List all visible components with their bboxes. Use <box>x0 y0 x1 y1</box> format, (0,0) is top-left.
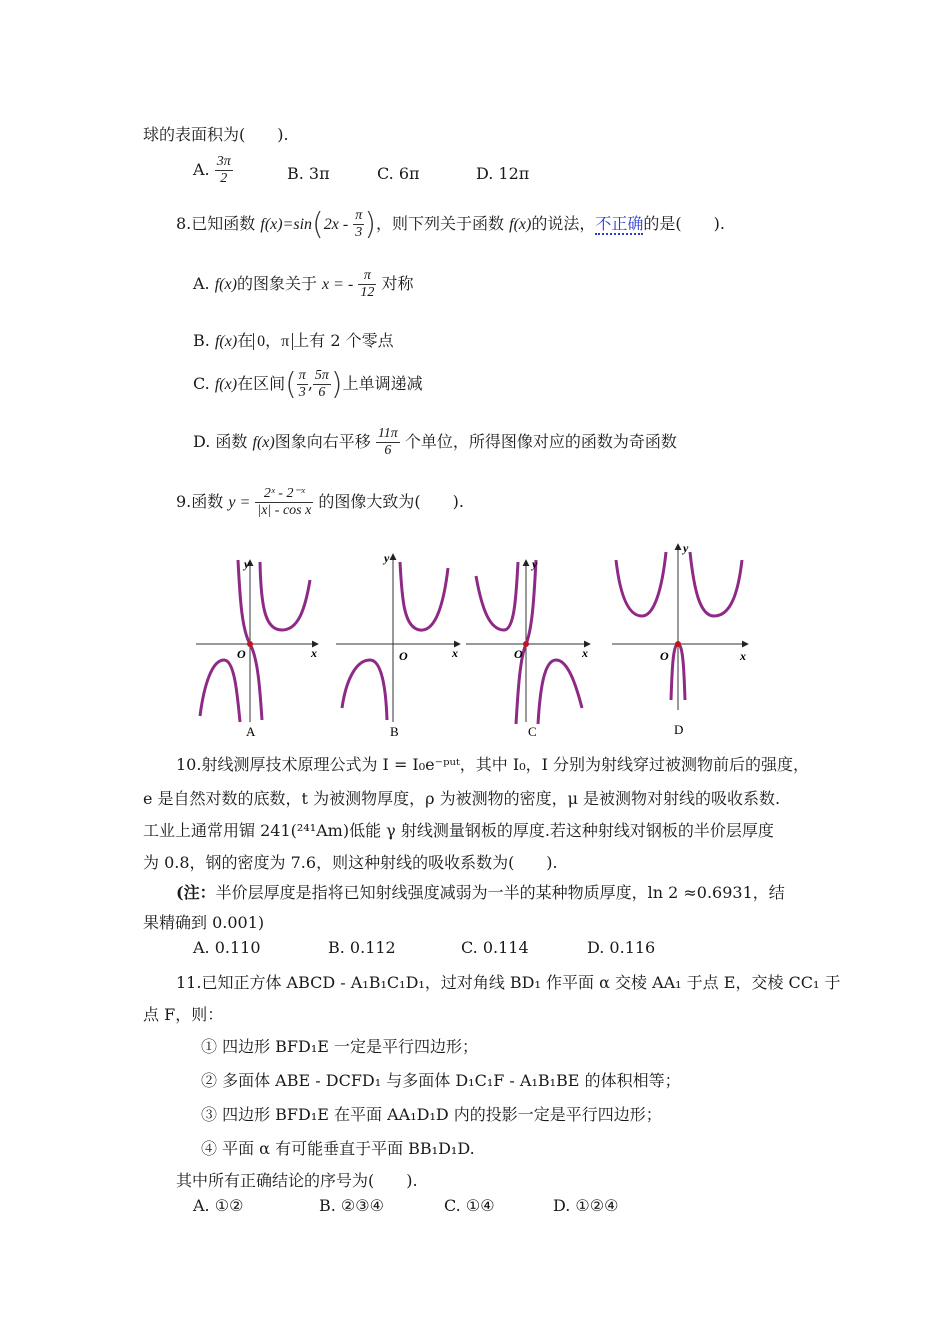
q8-option-c-text2: 上单调递减 <box>342 374 423 393</box>
q8-option-c-den1: 3 <box>298 385 306 400</box>
q9-graph-c-origin-label: O <box>514 647 523 661</box>
q8-option-c-paren-right: ) <box>330 366 343 402</box>
q8-paren-right: ) <box>364 206 377 242</box>
q9-y-eq: y = <box>228 494 251 511</box>
q8-option-b-text1: 在 <box>237 331 254 350</box>
q8-option-c-fraction-1 <box>297 368 308 401</box>
q10-note-line-1 <box>176 880 785 903</box>
q8-option-c-den2: 6 <box>318 385 326 400</box>
q9-graph-b-y-label: y <box>384 551 390 565</box>
q10-option-b: B. 0.112 <box>328 938 396 957</box>
q9-graph-a-origin-dot <box>247 641 253 647</box>
q11-line-2: 点 F，则： <box>143 1005 224 1024</box>
q8-option-b-interval: 0，π <box>253 333 293 350</box>
q7-option-c: C. 6π <box>377 164 420 183</box>
q9-graph-c-curve-right <box>538 660 582 724</box>
q9-graph-b-curve-right <box>400 562 448 630</box>
q9-graph-c-x-label: x <box>582 646 588 660</box>
q11-statement-1: ① 四边形 BFD₁E 一定是平行四边形； <box>201 1037 479 1056</box>
q8-option-b-text2: 上有 2 个零点 <box>293 331 394 350</box>
q8-option-d-den: 6 <box>384 443 392 458</box>
q9-graph-d-curve-right <box>690 552 742 616</box>
q10-line-3: 工业上通常用镅 241(²⁴¹Am)低能 γ 射线测量钢板的厚度.若这种射线对钢板的半价层厚度 <box>143 821 774 840</box>
q10-option-a: A. 0.110 <box>193 938 261 957</box>
q7-option-d: D. 12π <box>476 164 530 183</box>
q9-graph-d-label: D <box>674 722 684 737</box>
q8-option-d-text1: 图象向右平移 <box>274 432 371 451</box>
q9-graph-a-origin-label: O <box>237 647 246 661</box>
q11-statement-3: ③ 四边形 BFD₁E 在平面 AA₁D₁D 内的投影一定是平行四边形； <box>201 1105 662 1124</box>
q8-option-c-text1: 在区间 <box>237 374 286 393</box>
q8-eq: =sin <box>282 216 313 233</box>
q9-graph-d-curve-left <box>616 552 666 616</box>
q8-option-d <box>193 426 677 459</box>
q8-stem-end: 的是( ). <box>643 214 725 233</box>
q9-graph-b-label: B <box>390 724 399 739</box>
q10-line-4: 为 0.8，钢的密度为 7.6，则这种射线的吸收系数为( ). <box>143 853 558 872</box>
q9-frac-num: 2ˣ - 2⁻ˣ <box>255 486 313 503</box>
q8-option-d-fx: f(x) <box>252 434 275 451</box>
q8-number: 8. <box>176 214 192 233</box>
q11-option-d: D. ①②④ <box>553 1196 619 1215</box>
q8-fx-2: f(x) <box>509 216 532 233</box>
q8-option-a-text1: 的图象关于 <box>236 274 317 293</box>
q8-option-c: C. f(x)在区间( $\frac{\pi}{3}$ , $\frac{5\pi}{6}$ )上单调递减 <box>193 366 423 402</box>
q9-graph-a-y-label: y <box>244 557 250 571</box>
q10-note-line-2: 果精确到 0.001) <box>143 913 265 932</box>
q8-option-a-text2: 对称 <box>381 274 414 293</box>
q8-stem-mid: ，则下列关于函数 <box>376 214 505 233</box>
q8-option-d-fraction <box>376 426 400 459</box>
q9-graph-d-y-label: y <box>683 541 689 555</box>
q11-option-b: B. ②③④ <box>319 1196 384 1215</box>
q8-option-a <box>193 268 413 301</box>
q8-stem <box>176 208 725 241</box>
q9-graph-d-origin-dot <box>675 641 681 647</box>
q9-graph-d-x-label: x <box>740 649 746 663</box>
q8-option-c-num1: π <box>298 368 306 383</box>
q8-option-d-text2: 个单位，所得图像对应的函数为奇函数 <box>404 432 677 451</box>
q8-paren-left: ( <box>312 206 324 242</box>
q11-option-a: A. ①② <box>193 1196 244 1215</box>
q8-option-b-fx: f(x) <box>214 333 238 350</box>
q9-graph-a-label: A <box>246 724 256 739</box>
q9-graph-a-curve-left <box>200 660 240 722</box>
q8-arg-den: 3 <box>355 225 363 240</box>
q10-option-c: C. 0.114 <box>461 938 529 957</box>
q10-line-1: 10.射线测厚技术原理公式为 I = I₀e⁻ᵖᵘᵗ，其中 I₀，I 分别为射线穿过被测物前后的强度， <box>176 755 810 774</box>
q8-option-c-label: C. <box>193 374 210 393</box>
q8-option-a-eq: x = - <box>322 276 354 293</box>
q9-graph-c-label: C <box>528 724 537 739</box>
q11-statement-4: ④ 平面 α 有可能垂直于平面 BB₁D₁D. <box>201 1139 475 1158</box>
q9-graph-b-x-label: x <box>452 646 458 660</box>
q9-graph-d-origin-label: O <box>660 649 669 663</box>
q9-graph-a-curve-right <box>260 562 310 630</box>
q9-graph-a-x-label: x <box>311 646 317 660</box>
q8-option-c-fraction-2 <box>313 368 331 401</box>
q11-statement-2: ② 多面体 ABE - DCFD₁ 与多面体 D₁C₁F - A₁B₁BE 的体积相等； <box>201 1071 681 1090</box>
q7-option-b: B. 3π <box>287 164 330 183</box>
q9-graph-a <box>196 557 318 739</box>
q8-option-a-fx: f(x) <box>214 276 237 293</box>
q7-option-a-num: 3π <box>216 154 231 169</box>
q11-question: 其中所有正确结论的序号为( ). <box>176 1171 418 1190</box>
q8-option-b-label: B. <box>193 331 210 350</box>
q7-option-a-den: 2 <box>220 171 228 186</box>
q8-arg-fraction <box>353 208 364 241</box>
q8-option-d-num: 11π <box>377 426 398 441</box>
q8-arg-pre: 2x - <box>323 216 349 233</box>
q9-number: 9. <box>176 492 192 511</box>
q8-option-c-paren-left: ( <box>285 366 297 402</box>
q8-stem-post: 的说法， <box>531 214 596 233</box>
q11-line-1: 11.已知正方体 ABCD - A₁B₁C₁D₁，过对角线 BD₁ 作平面 α 交棱 AA₁ 于点 E，交棱 CC₁ 于 <box>176 973 841 992</box>
q9-stem-post: 的图像大致为( ). <box>318 492 464 511</box>
q11-option-c: C. ①④ <box>444 1196 495 1215</box>
q10-note-text: 半价层厚度是指将已知射线强度减弱为一半的某种物质厚度，ln 2 ≈0.6931，结 <box>215 883 785 902</box>
q9-graph-c-origin-dot <box>523 641 529 647</box>
q8-option-d-label: D. 函数 <box>193 432 248 451</box>
q8-option-a-den: 12 <box>360 285 375 300</box>
q9-graphs <box>190 540 760 745</box>
q7-option-a-label: A. <box>193 160 210 179</box>
q9-graph-b-curve-left <box>342 660 387 720</box>
q8-option-a-fraction <box>358 268 376 301</box>
q8-emphasis: 不正确 <box>595 214 644 233</box>
q9-frac-den: |x| - cos x <box>257 503 312 518</box>
q9-fraction <box>255 486 313 519</box>
q8-option-a-num: π <box>358 268 376 285</box>
q8-option-a-label: A. <box>193 274 210 293</box>
q7-option-a-fraction <box>215 154 233 187</box>
q10-option-d: D. 0.116 <box>587 938 656 957</box>
q8-fx: f(x) <box>260 216 283 233</box>
q9-stem <box>176 486 464 519</box>
q7-stem: 球的表面积为( ). <box>143 125 289 144</box>
q8-option-c-num2: 5π <box>314 368 329 383</box>
q9-graph-b <box>336 551 460 739</box>
q8-stem-pre: 已知函数 <box>191 214 256 233</box>
q9-graph-c-y-label: y <box>532 557 538 571</box>
q10-note-label: (注： <box>176 883 216 902</box>
q8-option-c-fx: f(x) <box>214 376 238 393</box>
q9-stem-pre: 函数 <box>191 492 224 511</box>
q9-graph-b-origin-label: O <box>399 649 408 663</box>
q9-graph-c <box>466 557 590 739</box>
q8-arg-num: π <box>355 208 363 223</box>
q9-graph-d <box>612 541 748 737</box>
q8-option-b <box>193 328 394 351</box>
q10-line-2: e 是自然对数的底数，t 为被测物厚度，ρ 为被测物的密度，μ 是被测物对射线的吸收系数. <box>143 789 781 808</box>
q7-option-a <box>193 154 233 187</box>
q9-graph-c-curve-left <box>476 562 518 630</box>
